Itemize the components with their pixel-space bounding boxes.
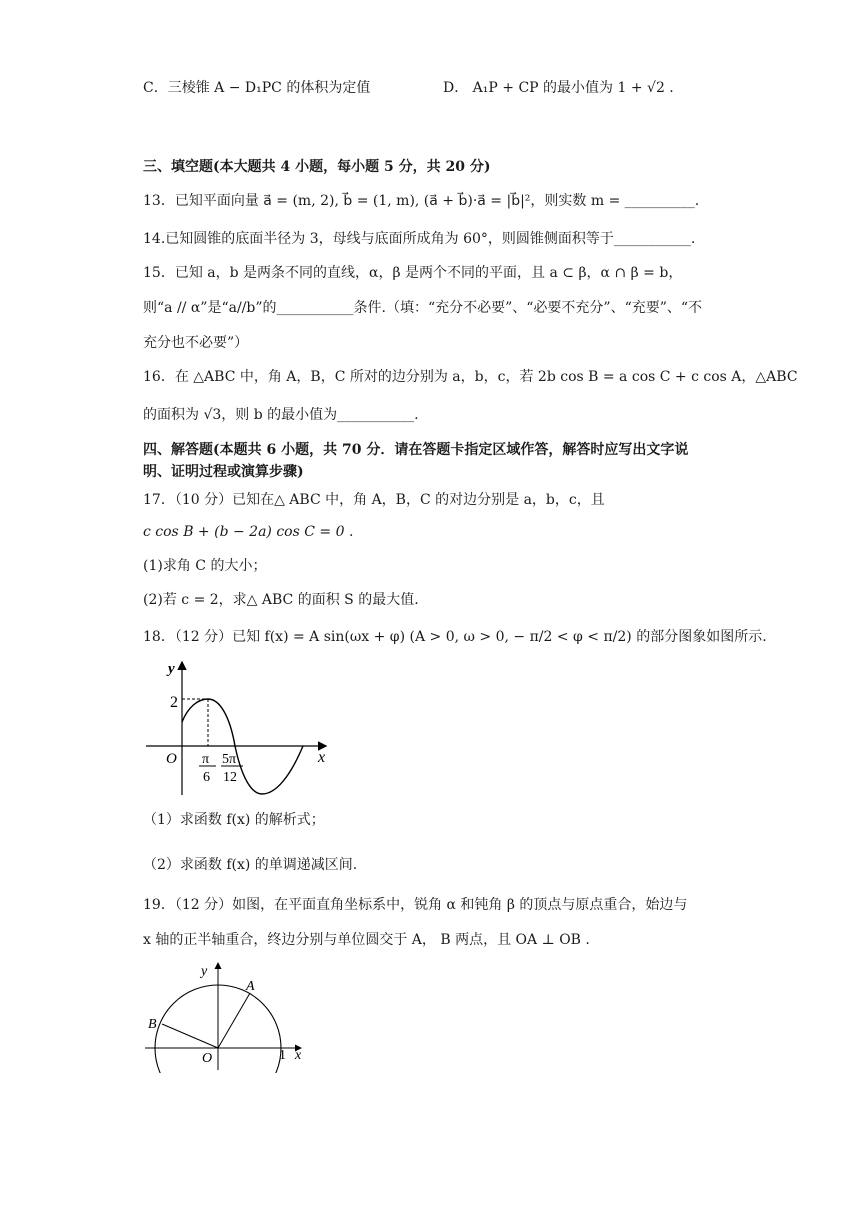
y-axis-label: y bbox=[168, 661, 175, 677]
question-16-line-1: 16．在 △ABC 中，角 A，B，C 所对的边分别为 a，b，c，若 2b cos B = a cos C + c cos A，△ABC bbox=[143, 369, 798, 385]
ray-oa bbox=[218, 993, 250, 1048]
x-axis-label: x bbox=[318, 749, 326, 766]
unit-circle-figure bbox=[140, 958, 320, 1073]
section-3-heading: 三、填空题(本大题共 4 小题，每小题 5 分，共 20 分) bbox=[143, 159, 491, 175]
question-14: 14.已知圆锥的底面半径为 3，母线与底面所成角为 60°，则圆锥侧面积等于___________. bbox=[143, 231, 696, 247]
point-b-label: B bbox=[148, 1017, 157, 1032]
origin-label: O bbox=[202, 1051, 213, 1066]
y-axis-label: y bbox=[201, 964, 208, 979]
question-17-equation: c cos B + (b − 2a) cos C = 0 . bbox=[143, 524, 354, 540]
question-17-line-1: 17．（10 分）已知在△ ABC 中，角 A，B，C 的对边分别是 a，b，c，且 bbox=[143, 492, 605, 508]
tick-5pi12-num: 5π bbox=[222, 752, 237, 767]
question-17-part-1: (1)求角 C 的大小； bbox=[143, 558, 267, 574]
point-a-label: A bbox=[246, 979, 255, 994]
question-15-line-1: 15．已知 a，b 是两条不同的直线，α，β 是两个不同的平面，且 a ⊂ β，α ∩ β = b， bbox=[143, 265, 683, 281]
question-18: 18．（12 分）已知 f(x) = A sin(ωx + φ) (A > 0, ω > 0, − π/2 < φ < π/2) 的部分图象如图所示. bbox=[143, 629, 767, 645]
question-16-line-2: 的面积为 √3，则 b 的最小值为___________. bbox=[143, 407, 419, 423]
question-18-part-1: （1）求函数 f(x) 的解析式； bbox=[143, 812, 325, 828]
question-19-line-1: 19．（12 分）如图，在平面直角坐标系中，锐角 α 和钝角 β 的顶点与原点重合，始边与 bbox=[143, 897, 688, 913]
x-axis-label: x bbox=[295, 1048, 302, 1063]
sine-graph-figure bbox=[140, 655, 340, 800]
unit-one-label: 1 bbox=[279, 1048, 286, 1063]
option-c: C．三棱锥 A − D₁PC 的体积为定值 bbox=[143, 80, 371, 96]
question-18-part-2: （2）求函数 f(x) 的单调递减区间. bbox=[143, 857, 358, 873]
tick-5pi12-den: 12 bbox=[223, 770, 237, 785]
question-13: 13．已知平面向量 a⃗ = (m, 2), b⃗ = (1, m), (a⃗ + b⃗)·a⃗ = |b⃗|²，则实数 m = __________. bbox=[143, 193, 700, 209]
question-17-part-2: (2)若 c = 2，求△ ABC 的面积 S 的最大值. bbox=[143, 592, 419, 608]
section-4-heading-line-2: 明、证明过程或演算步骤) bbox=[143, 464, 304, 480]
max-value-label: 2 bbox=[170, 694, 178, 711]
ray-ob bbox=[162, 1024, 218, 1048]
tick-pi6-den: 6 bbox=[203, 770, 210, 785]
origin-label: O bbox=[166, 751, 177, 767]
question-15-line-2: 则“a // α”是“a//b”的___________条件.（填：“充分不必要”、“必要不充分”、“充要”、“不 bbox=[143, 300, 703, 316]
tick-pi6-num: π bbox=[202, 752, 210, 767]
section-4-heading-line-1: 四、解答题(本题共 6 小题，共 70 分．请在答题卡指定区域作答，解答时应写出文字说 bbox=[143, 442, 689, 458]
question-19-line-2: x 轴的正半轴重合，终边分别与单位圆交于 A， B 两点，且 OA ⊥ OB . bbox=[143, 932, 590, 948]
question-15-line-3: 充分也不必要”） bbox=[143, 335, 249, 351]
option-d: D． A₁P + CP 的最小值为 1 + √2 . bbox=[443, 80, 674, 96]
